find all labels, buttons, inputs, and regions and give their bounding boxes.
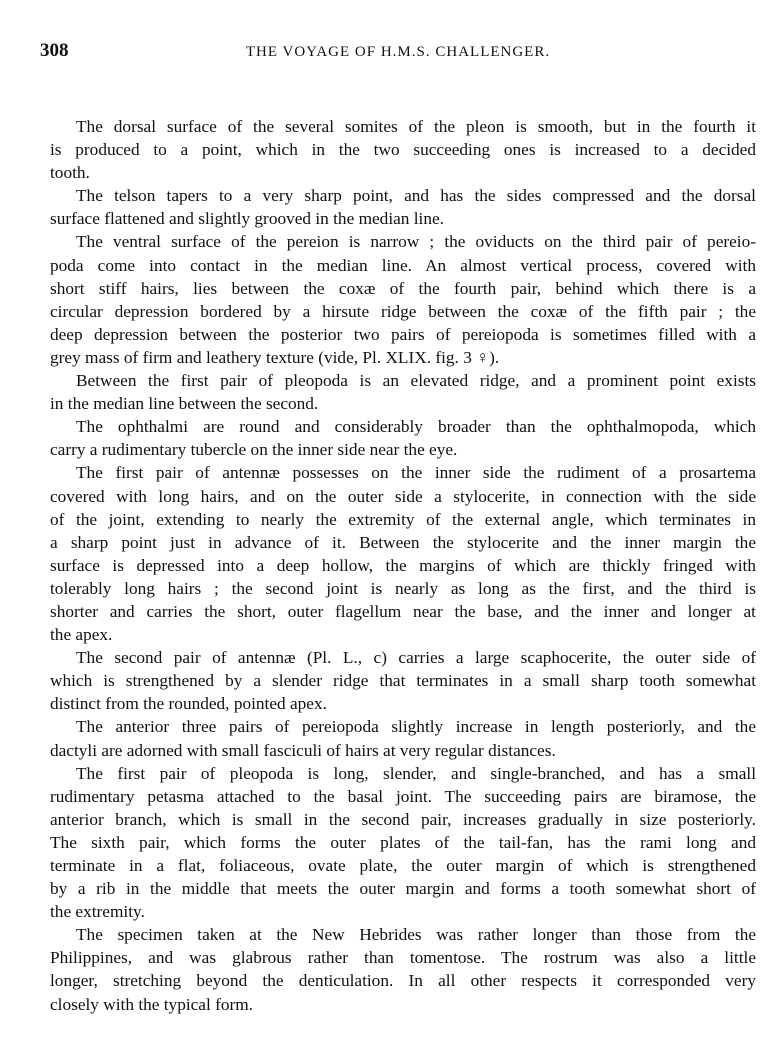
paragraph [50,646,756,715]
text-line: dactyli are adorned with small fasciculi of hairs at very regular distances. [50,740,556,760]
running-title: THE VOYAGE OF H.M.S. CHALLENGER. [245,44,551,60]
paragraph [50,115,756,184]
paragraph [50,415,756,461]
text-line: surface flattened and slightly grooved in the median line. [50,209,444,229]
text-line: tooth. [50,163,90,183]
text-line: deep depression between the posterior two pairs of pereiopoda is sometimes filled with a [50,324,756,344]
text-line: is produced to a point, which in the two succeeding ones is increased to a decided [50,140,756,160]
paragraph [50,762,756,924]
text-line: The ophthalmi are round and considerably broader than the ophthalmopoda, which [76,417,756,437]
text-line: longer, stretching beyond the denticulation. In all other respects it corresponded very [50,971,756,991]
text-line: circular depression bordered by a hirsute ridge between the coxæ of the fifth pair ; the [50,301,756,321]
paragraph [50,461,756,646]
text-line: by a rib in the middle that meets the outer margin and forms a tooth somewhat short of [50,879,756,899]
text-line: Between the first pair of pleopoda is an elevated ridge, and a prominent point exists [76,371,756,391]
text-line: The first pair of antennæ possesses on the inner side the rudiment of a prosartema [76,463,756,483]
text-line: The first pair of pleopoda is long, slender, and single-branched, and has a small [76,763,756,783]
paragraph [50,230,756,369]
text-line: carry a rudimentary tubercle on the inner side near the eye. [50,440,458,460]
text-line: The anterior three pairs of pereiopoda slightly increase in length posteriorly, and the [76,717,756,737]
page-number: 308 [40,40,69,61]
text-line: short stiff hairs, lies between the coxæ of the fourth pair, behind which there is a [50,278,756,298]
text-line: the apex. [50,625,113,645]
body-text [50,115,756,1016]
text-line: of the joint, extending to nearly the extremity of the external angle, which terminates in [50,509,756,529]
text-line: grey mass of firm and leathery texture (vide, Pl. XLIX. fig. 3 ♀). [50,347,500,367]
paragraph [50,923,756,1015]
paragraph [50,715,756,761]
text-line: The telson tapers to a very sharp point, and has the sides compressed and the dorsal [76,186,756,206]
paragraph [50,184,756,230]
text-line: shorter and carries the short, outer flagellum near the base, and the inner and longer at [50,601,756,621]
text-line: tolerably long hairs ; the second joint is nearly as long as the first, and the third is [50,578,756,598]
text-line: in the median line between the second. [50,394,319,414]
text-line: The sixth pair, which forms the outer plates of the tail-fan, has the rami long and [50,832,756,852]
text-line: closely with the typical form. [50,994,254,1014]
text-line: which is strengthened by a slender ridge that terminates in a small sharp tooth somewhat [50,671,756,691]
paragraph [50,369,756,415]
text-line: The second pair of antennæ (Pl. L., c) carries a large scaphocerite, the outer side of [76,648,756,668]
text-line: a sharp point just in advance of it. Between the stylocerite and the inner margin the [50,532,756,552]
text-line: The dorsal surface of the several somites of the pleon is smooth, but in the fourth it [76,117,756,136]
text-line: covered with long hairs, and on the outer side a stylocerite, in connection with the side [50,486,756,506]
text-line: Philippines, and was glabrous rather than tomentose. The rostrum was also a little [50,948,756,968]
text-line: The specimen taken at the New Hebrides was rather longer than those from the [76,925,756,945]
text-line: terminate in a flat, foliaceous, ovate plate, the outer margin of which is strengthened [50,856,756,875]
text-line: The ventral surface of the pereion is narrow ; the oviducts on the third pair of pereio- [76,232,756,252]
text-line: the extremity. [50,902,145,922]
text-line: surface is depressed into a deep hollow, the margins of which are thickly fringed with [50,555,756,575]
text-line: rudimentary petasma attached to the basal joint. The succeeding pairs are biramose, the [50,786,756,806]
text-line: distinct from the rounded, pointed apex. [50,694,327,714]
text-line: poda come into contact in the median line. An almost vertical process, covered with [50,255,756,275]
text-line: anterior branch, which is small in the second pair, increases gradually in size posteriorly. [50,809,756,829]
